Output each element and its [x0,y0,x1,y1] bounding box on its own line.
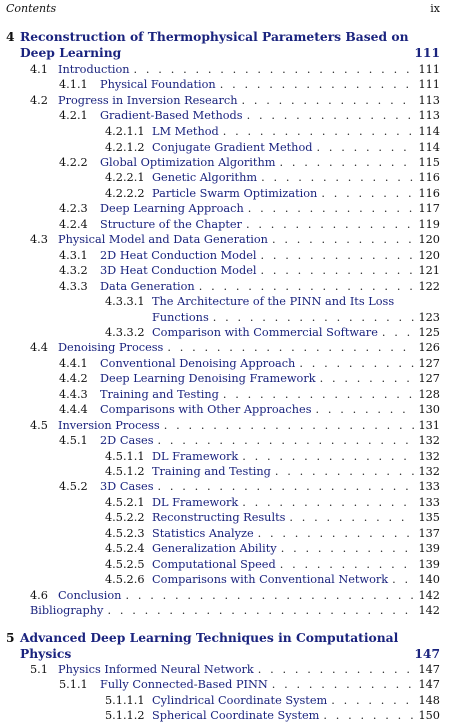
toc-entry[interactable] [0,464,440,480]
toc-page-number[interactable]: 123 [418,311,440,324]
toc-entry-title[interactable]: Deep Learning Denoising Framework [100,372,316,385]
toc-entry-number: 4 [6,29,15,44]
toc-entry[interactable] [0,387,440,403]
toc-entry-title[interactable]: Reconstructing Results [152,511,286,524]
toc-page-number[interactable]: 116 [418,187,440,200]
toc-page-number[interactable]: 115 [418,156,440,169]
toc-entry[interactable] [0,572,440,588]
toc-page-number[interactable]: 137 [418,527,440,540]
toc-entry-title[interactable]: The Architecture of the PINN and Its Loss [152,295,395,308]
toc-leader-dots [125,588,414,604]
toc-entry-number: 4.2.1 [59,109,88,122]
toc-entry-number: 4.3.2 [59,264,88,277]
toc-entry[interactable] [0,526,440,542]
toc-entry-number: 4.2 [30,94,48,107]
toc-page-number[interactable]: 119 [418,218,440,231]
toc-entry[interactable] [0,340,440,356]
toc-leader-dots [275,464,414,480]
toc-page-number[interactable]: 113 [418,94,440,107]
toc-entry-title[interactable]: Bibliography [30,604,104,617]
toc-page-number[interactable]: 139 [418,542,440,555]
toc-page-number[interactable]: 114 [418,141,440,154]
toc-entry-title[interactable]: Particle Swarm Optimization [152,187,318,200]
toc-entry-title[interactable]: DL Framework [152,496,239,509]
toc-entry[interactable] [0,232,440,248]
toc-page-number[interactable]: 147 [414,646,440,661]
toc-entry-title[interactable]: Cylindrical Coordinate System [152,694,328,707]
toc-entry-title[interactable]: Conclusion [58,589,122,602]
toc-entry-number: 4.3 [30,233,48,246]
toc-entry-number: 4.5.1.1 [105,450,145,463]
toc-entry-number: 4.2.4 [59,218,88,231]
toc-page-number[interactable]: 120 [418,233,440,246]
toc-leader-dots [321,186,414,202]
toc-entry-number: 4.5.1 [59,434,88,447]
toc-leader-dots [247,108,414,124]
toc-entry[interactable] [0,93,440,109]
toc-page-number[interactable]: 126 [418,341,440,354]
toc-entry[interactable] [0,677,440,693]
toc-entry-title[interactable]: Progress in Inversion Research [58,94,238,107]
toc-entry[interactable] [0,603,440,619]
toc-page-number[interactable]: 132 [418,434,440,447]
toc-entry[interactable] [0,201,440,217]
toc-entry-title[interactable]: Fully Connected-Based PINN [100,678,268,691]
toc-page-number[interactable]: 116 [418,171,440,184]
toc-leader-dots [382,325,414,341]
toc-entry-title[interactable]: Global Optimization Algorithm [100,156,276,169]
toc-entry-title[interactable]: Data Generation [100,280,195,293]
toc-page-number[interactable]: 122 [418,280,440,293]
toc-chapter-entry[interactable] [0,646,440,662]
toc-entry-number: 4.2.2.2 [105,187,145,200]
toc-entry[interactable] [0,402,440,418]
toc-entry[interactable] [0,433,440,449]
toc-entry-title[interactable]: Denoising Process [58,341,164,354]
toc-chapter-entry[interactable] [0,630,440,646]
toc-leader-dots [261,170,414,186]
toc-entry-title[interactable]: 3D Cases [100,480,154,493]
toc-page-number[interactable]: 130 [418,403,440,416]
toc-page-number[interactable]: 111 [418,63,440,76]
toc-entry-title[interactable]: Functions [152,311,209,324]
toc-entry-number: 4.4.2 [59,372,88,385]
toc-leader-dots [167,340,414,356]
toc-entry[interactable] [0,449,440,465]
toc-leader-dots [320,371,414,387]
toc-page-number[interactable]: 127 [418,357,440,370]
toc-leader-dots [242,449,414,465]
toc-leader-dots [158,479,415,495]
toc-entry-title[interactable]: Deep Learning [20,45,122,60]
toc-entry-title[interactable]: Introduction [58,63,130,76]
toc-leader-dots [213,310,414,326]
toc-page-number[interactable]: 150 [418,709,440,722]
toc-entry[interactable] [0,662,440,678]
toc-entry-number: 4.2.2.1 [105,171,145,184]
toc-leader-dots [272,232,414,248]
toc-page-number[interactable]: 120 [418,249,440,262]
running-header-title: Contents [6,2,57,15]
toc-leader-dots [107,603,414,619]
toc-page-number[interactable]: 132 [418,465,440,478]
toc-page-number[interactable]: 147 [418,663,440,676]
toc-page-number[interactable]: 111 [418,78,440,91]
toc-entry[interactable] [0,186,440,202]
toc-entry-number: 5.1 [30,663,48,676]
toc-entry-title[interactable]: Physics Informed Neural Network [58,663,254,676]
toc-page-number[interactable]: 114 [418,125,440,138]
toc-entry-number: 4.2.1.1 [105,125,145,138]
toc-entry[interactable] [0,294,440,310]
toc-entry-title[interactable]: Spherical Coordinate System [152,709,320,722]
toc-entry-number: 4.4.3 [59,388,88,401]
toc-leader-dots [316,402,415,418]
toc-page-number[interactable]: 147 [418,678,440,691]
toc-entry-title[interactable]: Comparison with Commercial Software [152,326,378,339]
toc-leader-dots [261,263,414,279]
toc-entry-number: 4.2.2 [59,156,88,169]
toc-entry[interactable] [0,217,440,233]
toc-entry-number: 4.3.3.1 [105,295,145,308]
toc-entry[interactable] [0,248,440,264]
toc-entry-title[interactable]: Conventional Denoising Approach [100,357,296,370]
toc-entry-number: 4.5.2.1 [105,496,145,509]
toc-entry[interactable] [0,588,440,604]
toc-leader-dots [134,62,414,78]
toc-entry-number: 4.4.1 [59,357,88,370]
toc-page-number[interactable]: 125 [418,326,440,339]
toc-entry[interactable] [0,371,440,387]
toc-entry-title[interactable]: 3D Heat Conduction Model [100,264,257,277]
toc-entry[interactable] [0,140,440,156]
toc-entry-number: 4.5.1.2 [105,465,145,478]
toc-entry-number: 4.2.1.2 [105,141,145,154]
toc-entry-title[interactable]: Comparisons with Other Approaches [100,403,312,416]
toc-entry-number: 4.5.2.6 [105,573,145,586]
toc-leader-dots [241,93,414,109]
toc-leader-dots [164,418,414,434]
toc-leader-dots [220,77,414,93]
toc-entry[interactable] [0,557,440,573]
toc-entry-number: 5.1.1.1 [105,694,145,707]
toc-entry-number: 5 [6,630,15,645]
toc-page-number[interactable]: 132 [418,450,440,463]
toc-leader-dots [289,510,414,526]
toc-entry-title[interactable]: Physical Model and Data Generation [58,233,268,246]
toc-leader-dots [323,708,414,724]
toc-entry-number: 4.1 [30,63,48,76]
toc-entry-number: 4.5.2.3 [105,527,145,540]
toc-entry-title[interactable]: Training and Testing [100,388,219,401]
toc-entry-number: 4.1.1 [59,78,88,91]
toc-entry-number: 4.2.3 [59,202,88,215]
toc-leader-dots [246,217,414,233]
toc-leader-dots [272,677,414,693]
toc-entry-number: 4.4.4 [59,403,88,416]
toc-leader-dots [281,541,414,557]
toc-entry-title[interactable]: Generalization Ability [152,542,277,555]
toc-entry-title[interactable]: Reconstruction of Thermophysical Parameters Based on [20,29,409,44]
toc-entry-title[interactable]: Physical Foundation [100,78,216,91]
toc-entry-number: 4.5.2.4 [105,542,145,555]
toc-entry-title[interactable]: Genetic Algorithm [152,171,258,184]
toc-entry-title[interactable]: Inversion Process [58,419,160,432]
toc-page-number[interactable]: 140 [418,573,440,586]
toc-entry-title[interactable]: Computational Speed [152,558,276,571]
toc-leader-dots [258,526,414,542]
toc-entry[interactable] [0,693,440,709]
toc-entry-title[interactable]: Conjugate Gradient Method [152,141,313,154]
toc-entry[interactable] [0,541,440,557]
toc-page-number[interactable]: 133 [418,480,440,493]
toc-page-number[interactable]: 135 [418,511,440,524]
toc-leader-dots [242,495,414,511]
toc-page-number[interactable]: 128 [418,388,440,401]
toc-chapter-entry[interactable] [0,45,440,61]
toc-entry-title[interactable]: Advanced Deep Learning Techniques in Computational [20,630,399,645]
toc-entry[interactable] [0,479,440,495]
toc-entry-number: 4.5 [30,419,48,432]
toc-leader-dots [248,201,414,217]
toc-entry-title[interactable]: 2D Heat Conduction Model [100,249,257,262]
toc-entry-title[interactable]: 2D Cases [100,434,154,447]
toc-entry-title[interactable]: DL Framework [152,450,239,463]
toc-entry-number: 4.5.2 [59,480,88,493]
toc-leader-dots [258,662,414,678]
toc-entry-number: 4.3.3 [59,280,88,293]
toc-entry-number: 4.5.2.2 [105,511,145,524]
toc-page-number[interactable]: 139 [418,558,440,571]
toc-leader-dots [280,557,414,573]
toc-leader-dots [223,124,414,140]
toc-entry[interactable] [0,62,440,78]
toc-entry-number: 4.6 [30,589,48,602]
toc-entry[interactable] [0,510,440,526]
toc-entry-number: 4.3.3.2 [105,326,145,339]
toc-entry-number: 4.3.1 [59,249,88,262]
toc-entry[interactable] [0,108,440,124]
toc-entry[interactable] [0,708,440,724]
toc-leader-dots [331,693,414,709]
toc-page-number[interactable]: 148 [418,694,440,707]
toc-page-number[interactable]: 142 [418,604,440,617]
toc-entry[interactable] [0,124,440,140]
toc-leader-dots [392,572,414,588]
toc-leader-dots [261,248,414,264]
toc-leader-dots [279,155,414,171]
toc-entry[interactable] [0,495,440,511]
toc-entry-title[interactable]: LM Method [152,125,219,138]
toc-entry-title[interactable]: Statistics Analyze [152,527,254,540]
toc-entry[interactable] [0,279,440,295]
toc-entry-title[interactable]: Training and Testing [152,465,271,478]
toc-entry-number: 5.1.1.2 [105,709,145,722]
toc-leader-dots [199,279,414,295]
toc-entry-title[interactable]: Deep Learning Approach [100,202,244,215]
toc-entry-title[interactable]: Structure of the Chapter [100,218,242,231]
toc-page-number[interactable]: 131 [418,419,440,432]
toc-entry[interactable] [0,263,440,279]
toc-entry[interactable] [0,356,440,372]
toc-leader-dots [316,140,414,156]
toc-leader-dots [223,387,414,403]
toc-entry[interactable] [0,170,440,186]
toc-page-number[interactable]: 127 [418,372,440,385]
toc-entry[interactable] [0,325,440,341]
toc-chapter-entry[interactable] [0,29,440,45]
running-header-page-number: ix [430,2,440,15]
toc-entry-title[interactable]: Physics [20,646,72,661]
toc-page-number[interactable]: 121 [418,264,440,277]
toc-entry-title[interactable]: Comparisons with Conventional Network [152,573,389,586]
toc-entry[interactable] [0,155,440,171]
toc-page-number[interactable]: 142 [418,589,440,602]
toc-page-number[interactable]: 117 [418,202,440,215]
toc-page-number[interactable]: 111 [414,45,440,60]
toc-entry-number: 4.5.2.5 [105,558,145,571]
toc-page-number[interactable]: 133 [418,496,440,509]
toc-entry[interactable] [0,418,440,434]
toc-entry-number: 4.4 [30,341,48,354]
toc-leader-dots [299,356,414,372]
toc-page-number[interactable]: 113 [418,109,440,122]
toc-entry[interactable] [0,77,440,93]
toc-entry-title[interactable]: Gradient-Based Methods [100,109,243,122]
toc-leader-dots [158,433,415,449]
toc-entry-number: 5.1.1 [59,678,88,691]
toc-entry[interactable] [0,310,440,326]
